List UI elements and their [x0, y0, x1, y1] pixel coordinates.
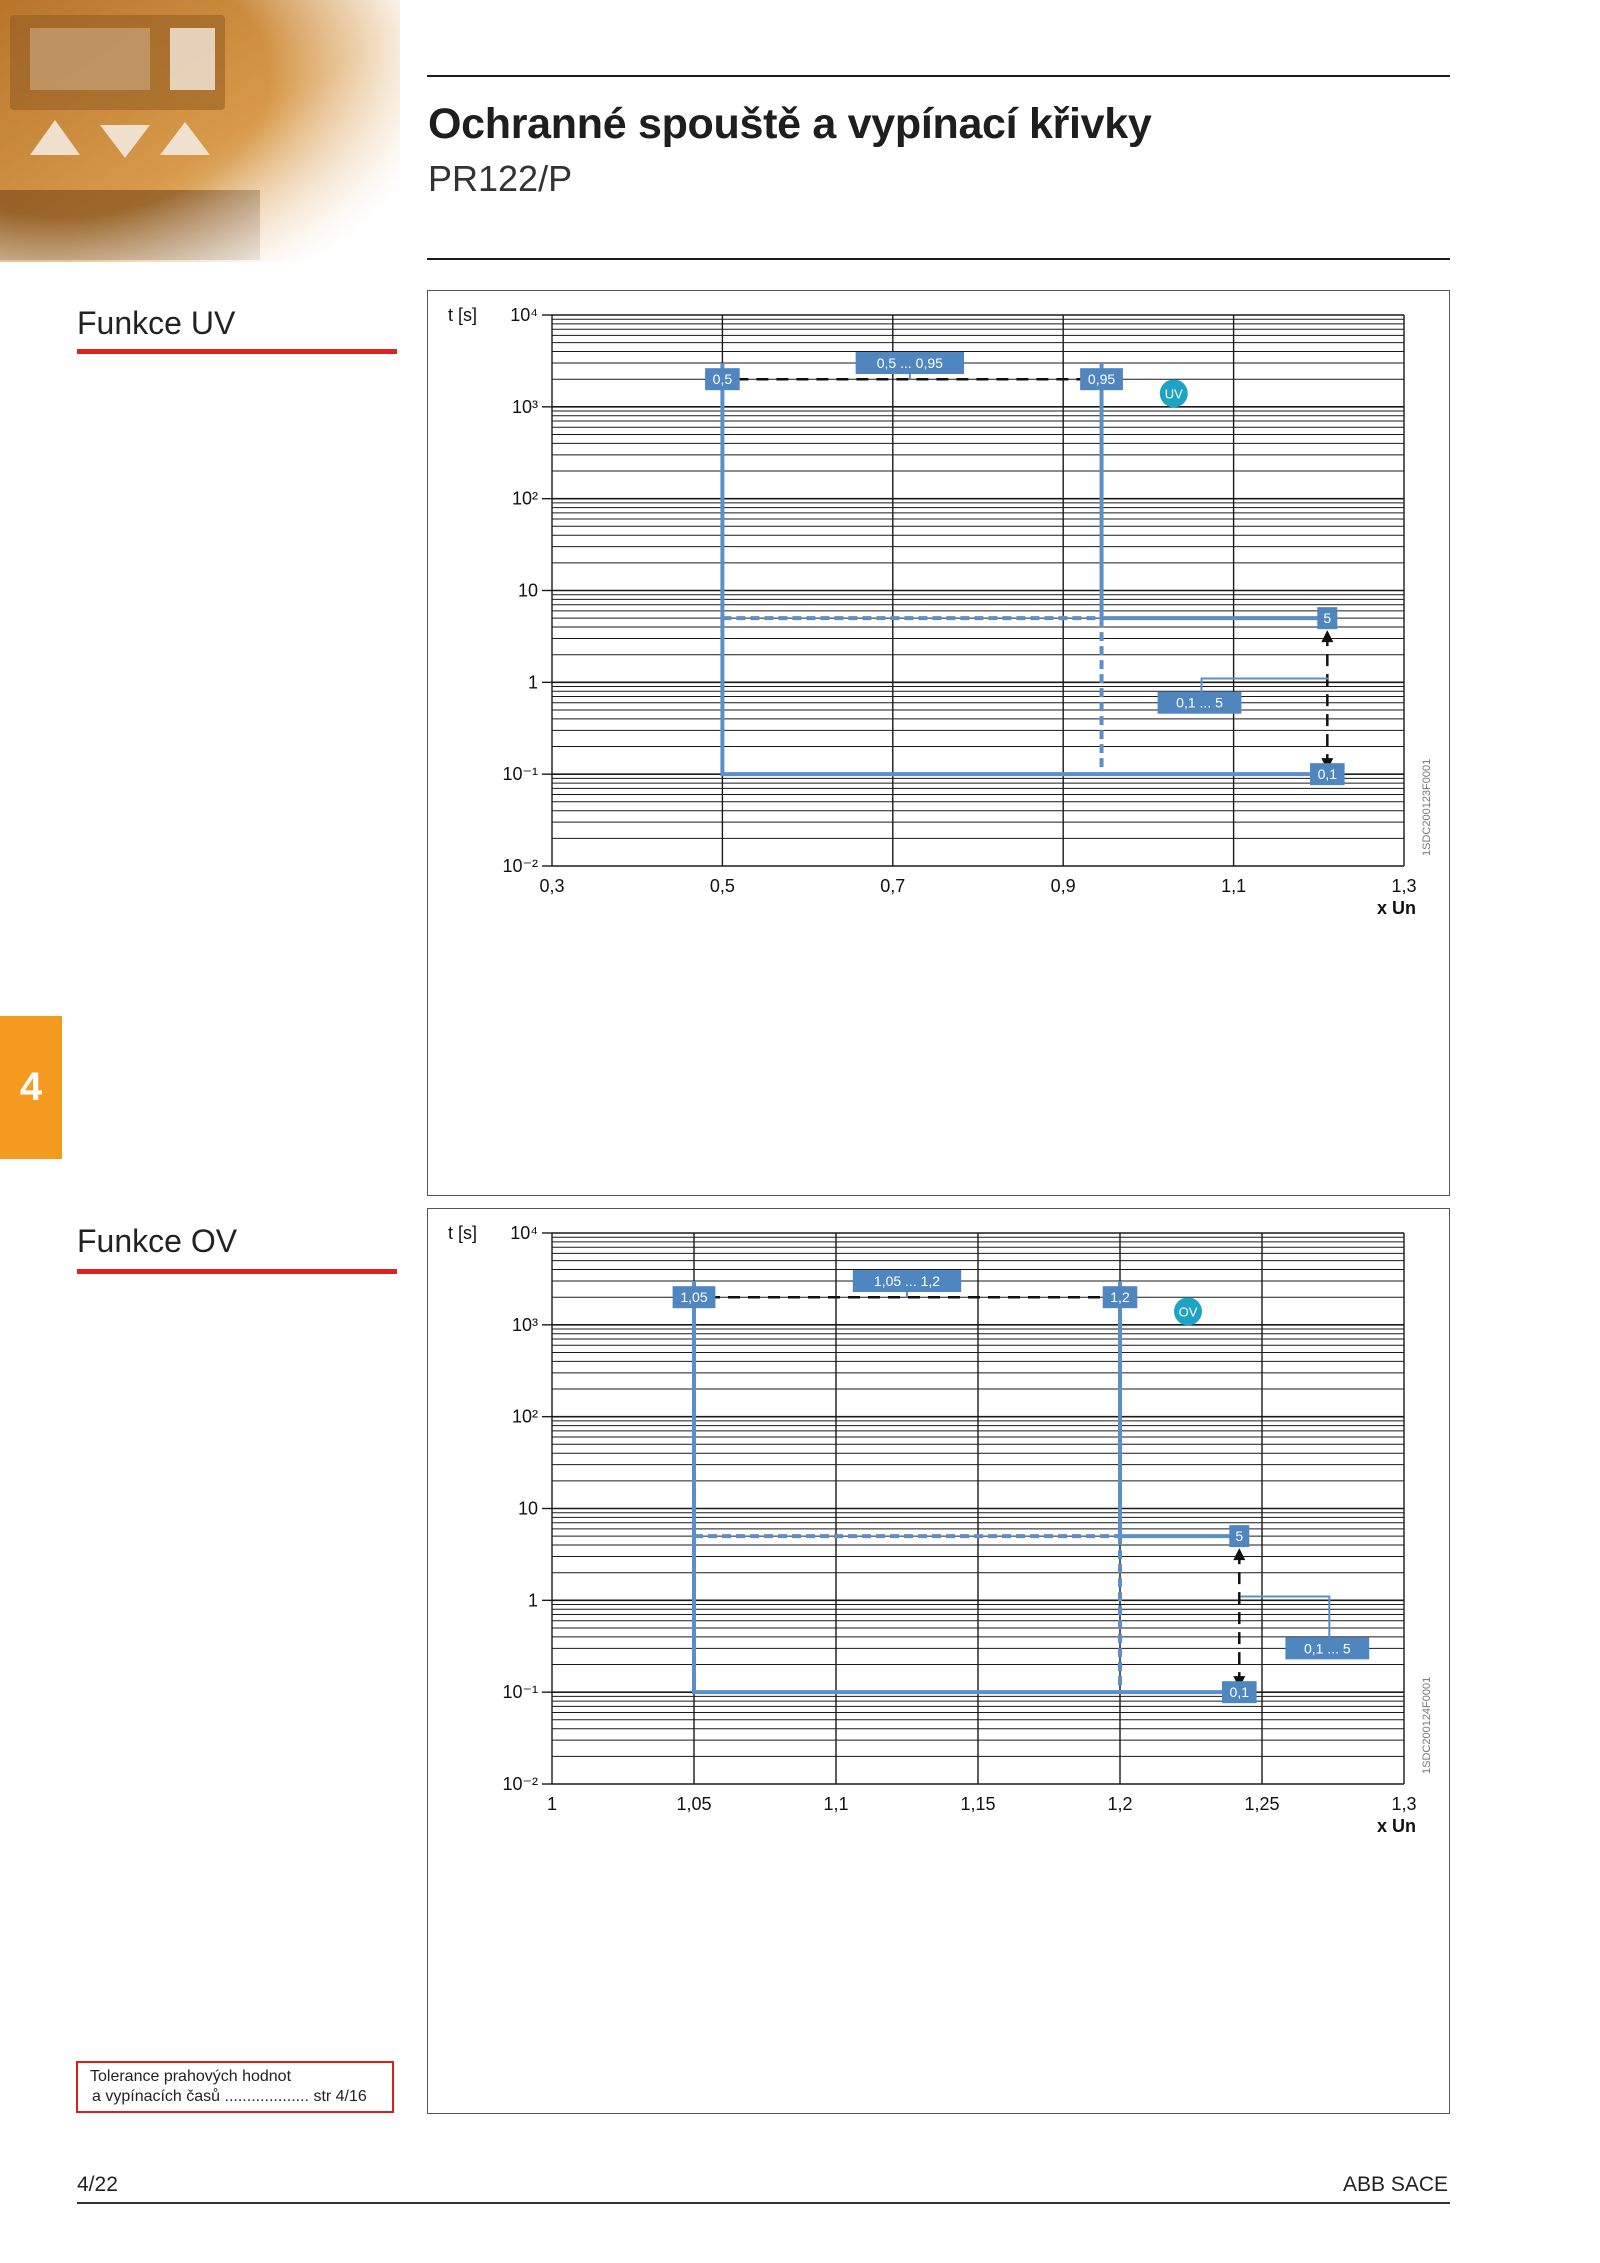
y-tick-label: 1	[527, 1590, 538, 1611]
header-top-rule	[427, 75, 1450, 77]
y-tick-label: 10³	[511, 396, 538, 417]
x-axis-label: x Un	[1376, 898, 1416, 918]
chart-ov-frame	[427, 1208, 1450, 2114]
x-tick-label: 0,9	[1050, 876, 1076, 896]
tolerance-line2: a vypínacích časů	[92, 2088, 221, 2105]
header-photo	[0, 0, 400, 262]
value-label: 1,05	[680, 1289, 708, 1306]
section-rule-ov	[77, 1269, 397, 1274]
footer-rule	[77, 2202, 1450, 2204]
x-tick-label: 1,3	[1391, 1794, 1417, 1814]
curve-line	[722, 363, 1335, 774]
x-tick-label: 1,2	[1107, 1794, 1133, 1814]
section-heading-uv: Funkce UV	[77, 305, 236, 341]
x-tick-label: 0,7	[880, 876, 906, 896]
tolerance-line2-wrap	[90, 2087, 392, 2107]
value-label: 5	[1323, 610, 1332, 627]
tolerance-dots: ...................	[220, 2088, 314, 2105]
y-tick-label: 1	[527, 672, 538, 693]
section-rule-uv	[77, 349, 397, 354]
arrowhead-up	[1321, 630, 1333, 642]
function-badge-label: OV	[1178, 1304, 1198, 1320]
value-label: 0,5	[712, 371, 733, 388]
y-tick-label: 10⁴	[510, 1223, 538, 1243]
header-bottom-rule	[427, 258, 1450, 260]
x-tick-label: 1	[546, 1794, 558, 1814]
y-tick-label: 10⁻¹	[502, 1682, 538, 1703]
page-title: Ochranné spouště a vypínací křivky	[428, 100, 1152, 148]
section-heading-ov: Funkce OV	[77, 1223, 238, 1259]
x-axis-label: x Un	[1376, 1816, 1416, 1836]
chapter-tab: 4	[0, 1016, 62, 1159]
brand-name: ABB SACE	[1343, 2173, 1449, 2196]
y-tick-label: 10⁻²	[502, 856, 538, 876]
leader-line	[1240, 1597, 1329, 1639]
y-tick-label: 10	[517, 580, 538, 601]
chart-uv	[428, 291, 1449, 1195]
y-tick-label: 10⁻²	[502, 1774, 538, 1794]
x-tick-label: 0,5	[709, 876, 735, 896]
y-tick-label: 10³	[511, 1314, 538, 1335]
value-label: 0,5 ... 0,95	[876, 355, 943, 372]
page-subtitle: PR122/P	[428, 158, 573, 199]
value-label: 5	[1235, 1528, 1244, 1545]
y-tick-label: 10	[517, 1498, 538, 1519]
value-label: 0,95	[1087, 371, 1116, 388]
tolerance-page-ref[interactable]: str 4/16	[313, 2088, 367, 2105]
y-tick-label: 10²	[511, 1406, 538, 1427]
value-label: 1,05 ... 1,2	[873, 1273, 941, 1290]
function-badge-label: UV	[1164, 386, 1183, 402]
tolerance-note[interactable]	[76, 2061, 394, 2113]
x-tick-label: 1,05	[676, 1794, 712, 1814]
value-label: 0,1 ... 5	[1176, 694, 1223, 711]
leader-line	[1202, 679, 1329, 693]
x-tick-label: 1,1	[1221, 876, 1247, 896]
page-number: 4/22	[77, 2173, 118, 2196]
value-label: 0,1	[1229, 1684, 1250, 1701]
y-tick-label: 10⁻¹	[502, 764, 538, 785]
x-tick-label: 0,3	[539, 876, 565, 896]
curve-line	[694, 1281, 1248, 1692]
x-tick-label: 1,25	[1244, 1794, 1280, 1814]
document-code: 1SDC200124F0001	[1421, 1676, 1433, 1774]
chart-uv-frame	[427, 290, 1450, 1196]
y-axis-label: t [s]	[448, 305, 478, 325]
tolerance-line1: Tolerance prahových hodnot	[90, 2068, 292, 2085]
value-label: 0,1	[1317, 766, 1338, 783]
document-code: 1SDC200123F0001	[1421, 758, 1433, 856]
arrowhead-up	[1233, 1548, 1245, 1560]
y-axis-label: t [s]	[448, 1223, 478, 1243]
value-label: 1,2	[1110, 1289, 1130, 1306]
x-tick-label: 1,1	[823, 1794, 849, 1814]
x-tick-label: 1,3	[1391, 876, 1417, 896]
x-tick-label: 1,15	[960, 1794, 996, 1814]
y-tick-label: 10⁴	[510, 305, 538, 325]
chart-ov	[428, 1209, 1449, 2113]
value-label: 0,1 ... 5	[1303, 1640, 1351, 1657]
y-tick-label: 10²	[511, 488, 538, 509]
curve-line	[1102, 363, 1336, 618]
